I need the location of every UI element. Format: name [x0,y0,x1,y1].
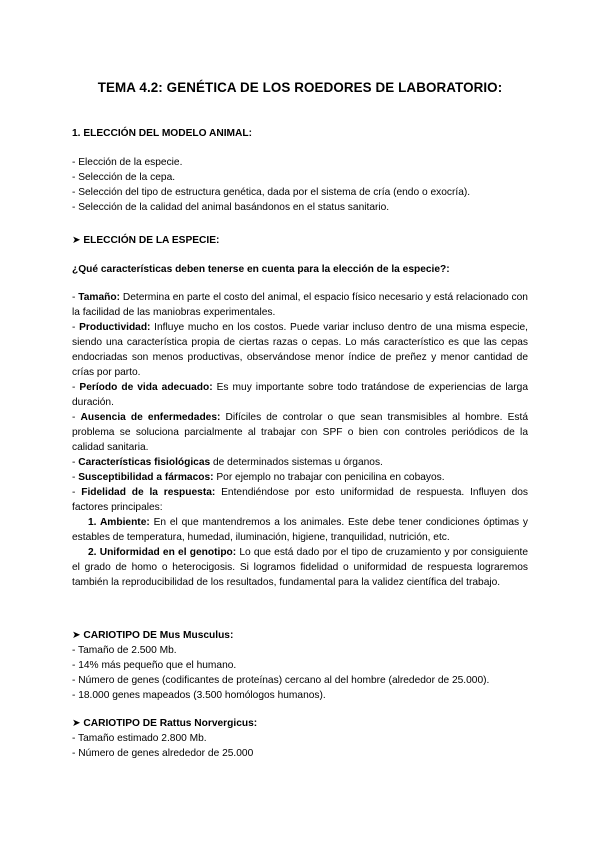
factor-term: Características fisiológicas [78,457,211,468]
list-item: - Selección de la cepa. [72,172,176,183]
list-item: - Número de genes (codificantes de proteínas) cercano al del hombre (alrededor de 25.000). [72,675,490,686]
subfactor-text: En el que mantendremos a los animales. Este debe tener condiciones óptimas y estables de temperatura, humedad, iluminación, higiene, tranquilidad, nutrición, etc. [72,517,528,543]
subfactor-text: Lo que está dado por el tipo de cruzamiento y por consiguiente el grado de homo o heterocigosis. Si logramos fidelidad o uniformidad de respuesta lograremos también la reproducibilidad de los resultados, fundamental para la validez científica del trabajo. [72,547,528,588]
question-text: ¿Qué características deben tenerse en cuenta para la elección de la especie?: [72,264,450,275]
section-eleccion-especie [72,233,528,248]
factor-item: - Fidelidad de la respuesta: Entendiéndose por esto uniformidad de respuesta. Influyen dos factores principales: [72,487,528,513]
factor-item: - Productividad: Influye mucho en los costos. Puede variar incluso dentro de una misma especie, siendo una característica propia de ciertas razas o cepas. Lo más característico es que las cepas endocriadas son menos productivas, observándose menor índice de preñez y menor cantidad de crías por parto. [72,322,528,378]
factor-term: Tamaño: [78,292,120,303]
list-item: - Tamaño estimado 2.800 Mb. [72,733,207,744]
factor-term: Productividad: [79,322,151,333]
section-heading: 1. ELECCIÓN DEL MODELO ANIMAL: [72,128,252,139]
list-item: - Selección del tipo de estructura genética, dada por el sistema de cría (endo o exocría). [72,187,471,198]
factor-item: - Ausencia de enfermedades: Difíciles de controlar o que sean transmisibles al hombre. Está problema se soluciona parcialmente al trabajar con SPF o bien con controles periódicos de la calidad sanitaria. [72,412,528,453]
factor-text: Influye mucho en los costos. Puede variar incluso dentro de una misma especie, siendo una característica propia de ciertas razas o cepas. Lo más característico es que las cepas endocriadas son menos productivas, observándose menor índice de preñez y menor cantidad de crías por parto. [72,322,528,378]
subfactor-item [72,515,528,545]
factor-term: Susceptibilidad a fármacos: [78,472,214,483]
subfactor-item [72,545,528,590]
factor-text: Difíciles de controlar o que sean transmisibles al hombre. Está problema se soluciona parcialmente al trabajar con SPF o bien con controles periódicos de la calidad sanitaria. [72,412,528,453]
factor-term: Fidelidad de la respuesta: [81,487,216,498]
page-title: TEMA 4.2: GENÉTICA DE LOS ROEDORES DE LABORATORIO: [97,80,503,95]
factor-text: Es muy importante sobre todo tratándose de experiencias de larga duración. [72,382,529,408]
list-item: - Elección de la especie. [72,157,183,168]
factor-item: - Período de vida adecuado: Es muy importante sobre todo tratándose de experiencias de larga duración. [72,382,529,408]
section-heading: ➤ CARIOTIPO DE Rattus Norvergicus: [72,718,258,729]
factor-text: Por ejemplo no trabajar con penicilina en cobayos. [213,472,445,483]
question [72,262,528,277]
section-cariotipo-mus [72,628,528,703]
section-cariotipo-rattus [72,716,528,761]
list-item: - 18.000 genes mapeados (3.500 homólogos humanos). [72,690,326,701]
list-item: - Tamaño de 2.500 Mb. [72,645,177,656]
factor-term: Ausencia de enfermedades: [80,412,221,423]
section-heading: ➤ CARIOTIPO DE Mus Musculus: [72,630,234,641]
subfactor-term: 1. Ambiente: [88,517,150,528]
subfactor-term: 2. Uniformidad en el genotipo: [88,547,237,558]
list-item: - Selección de la calidad del animal basándonos en el status sanitario. [72,202,390,213]
section-modelo-animal [72,126,528,141]
factor-text: de determinados sistemas u órganos. [210,457,383,468]
list-item: - 14% más pequeño que el humano. [72,660,237,671]
factor-item: - Tamaño: Determina en parte el costo del animal, el espacio físico necesario y está relacionado con la facilidad de las maniobras experimentales. [72,292,528,318]
factor-text: Entendiéndose por esto uniformidad de respuesta. Influyen dos factores principales: [72,487,528,513]
list-item: - Número de genes alrededor de 25.000 [72,748,254,759]
section-heading: ➤ ELECCIÓN DE LA ESPECIE: [72,235,220,246]
factors-list [72,290,528,590]
factor-term: Período de vida adecuado: [79,382,213,393]
factor-item: - Características fisiológicas de determinados sistemas u órganos. [72,457,383,468]
factor-text: Determina en parte el costo del animal, el espacio físico necesario y está relacionado con la facilidad de las maniobras experimentales. [72,292,528,318]
factor-item: - Susceptibilidad a fármacos: Por ejemplo no trabajar con penicilina en cobayos. [72,472,445,483]
modelo-list [72,155,528,215]
